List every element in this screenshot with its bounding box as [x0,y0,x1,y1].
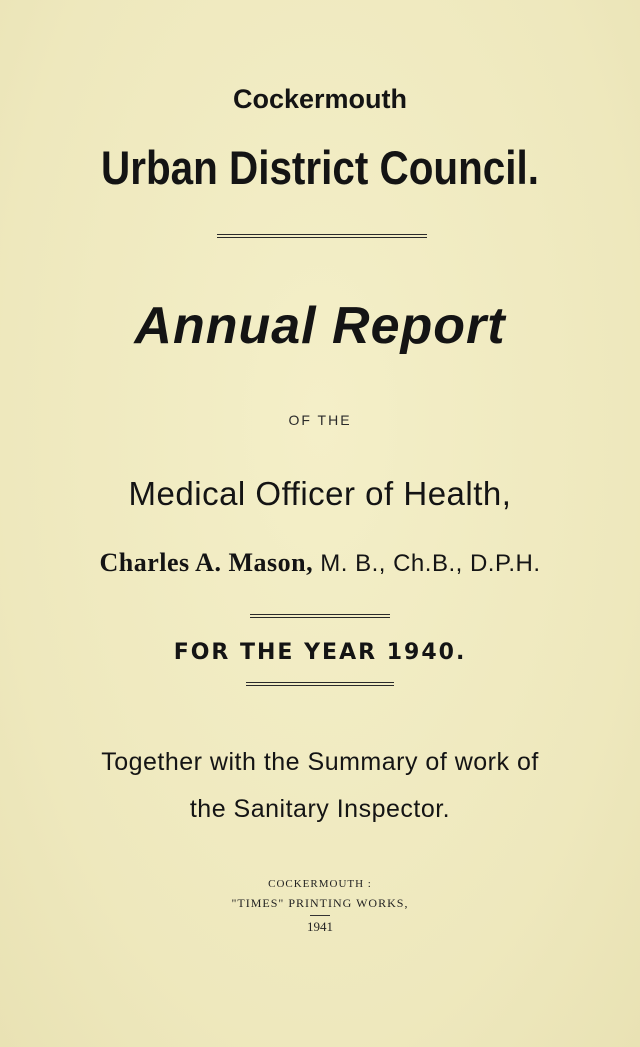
double-rule-lower [246,682,394,686]
report-title: Annual Report [134,297,506,355]
town-name: Cockermouth [232,84,408,114]
author-line [0,548,640,578]
summary-line-2: the Sanitary Inspector. [189,795,451,823]
double-rule-top [217,234,427,238]
printer-rule [310,915,330,916]
double-rule-middle [250,614,390,618]
print-year: 1941 [307,919,333,934]
council-name: Urban District Council. [101,141,539,194]
author-degrees: M. B., Ch.B., D.P.H. [320,550,541,577]
printer-place: COCKERMOUTH : [268,878,372,890]
summary-line-1: Together with the Summary of work of [101,748,539,776]
author-name: Charles A. Mason, [99,548,314,577]
report-year: FOR THE YEAR 1940. [173,640,467,665]
of-the-label: OF THE [288,412,352,428]
officer-title: Medical Officer of Health, [128,475,512,512]
printer-works: "TIMES" PRINTING WORKS, [231,896,409,910]
